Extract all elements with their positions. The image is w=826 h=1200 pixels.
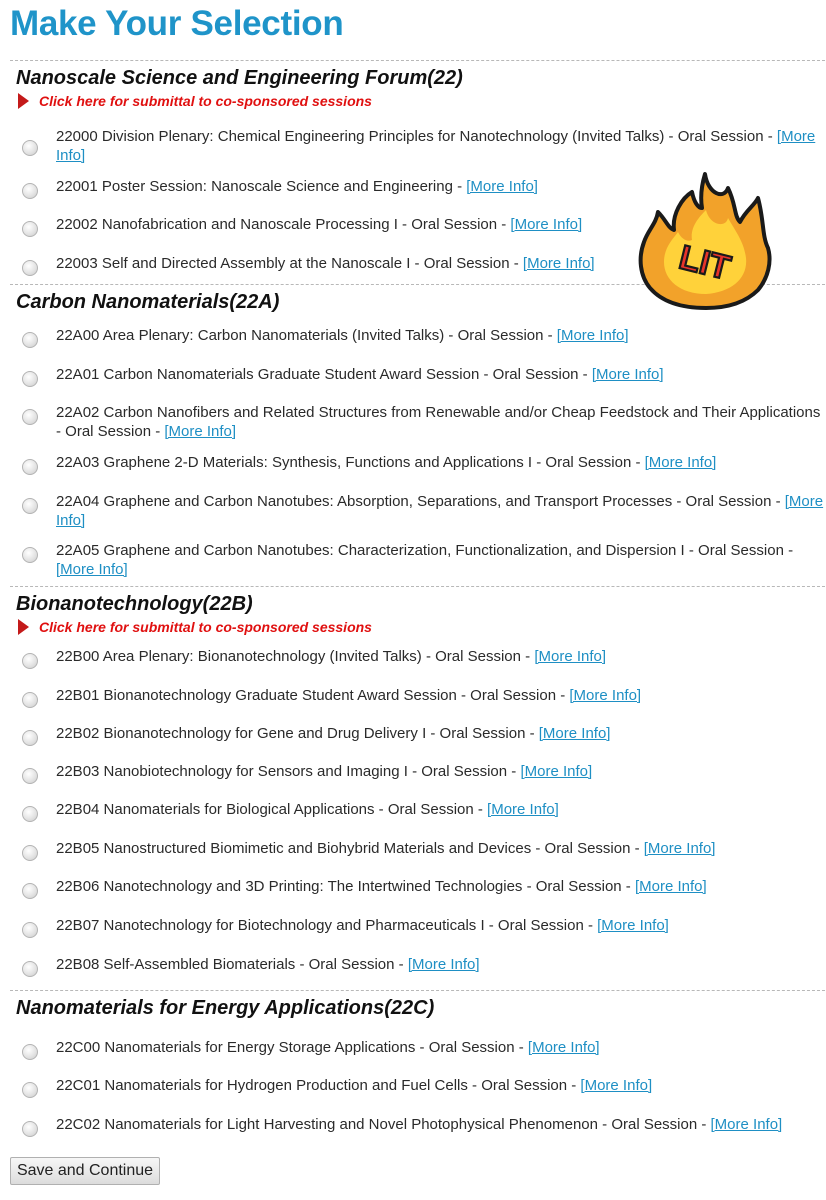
session-label: 22B02 Bionanotechnology for Gene and Drug Delivery I - Oral Session - [56,725,539,742]
more-info-link[interactable]: [More Info] [522,255,595,272]
more-info-link[interactable]: [More Info] [580,1077,653,1094]
option-list [10,1020,825,1160]
more-info-link[interactable]: [More Info] [710,1116,783,1133]
session-radio[interactable] [22,768,38,784]
session-label: 22C02 Nanomaterials for Light Harvesting and Novel Photophysical Phenomenon - Oral Session - [56,1116,711,1133]
cosponsor-link[interactable] [18,93,825,109]
session-radio[interactable] [22,845,38,861]
session-group-22b [10,586,825,975]
session-label: 22B00 Area Plenary: Bionanotechnology (Invited Talks) - Oral Session - [56,648,535,665]
session-group-22c [10,990,825,1160]
section-heading: Bionanotechnology(22B) [16,593,253,615]
more-info-link[interactable]: [More Info] [534,648,607,665]
session-label: 22B03 Nanobiotechnology for Sensors and Imaging I - Oral Session - [56,763,521,780]
session-radio[interactable] [22,653,38,669]
session-radio[interactable] [22,409,38,425]
session-label: 22A05 Graphene and Carbon Nanotubes: Characterization, Functionalization, and Dispersion I - Oral Session - [56,542,794,559]
more-info-link[interactable]: [More Info] [56,561,128,578]
section-heading: Nanoscale Science and Engineering Forum(22) [16,67,463,89]
session-label: 22A01 Carbon Nanomaterials Graduate Student Award Session - Oral Session - [56,366,592,383]
more-info-link[interactable]: [More Info] [466,178,538,195]
more-info-link[interactable]: [More Info] [520,763,593,780]
more-info-link[interactable]: [More Info] [56,128,816,164]
session-radio[interactable] [22,332,38,348]
more-info-link[interactable]: [More Info] [634,878,707,895]
more-info-link[interactable]: [More Info] [644,454,717,471]
session-group-22a [10,284,825,584]
session-radio[interactable] [22,730,38,746]
session-label: 22B01 Bionanotechnology Graduate Student Award Session - Oral Session - [56,687,570,704]
session-radio[interactable] [22,883,38,899]
session-label: 22B07 Nanotechnology for Biotechnology and Pharmaceuticals I - Oral Session - [56,917,598,934]
lit-fire-sticker [636,170,774,310]
session-radio[interactable] [22,260,38,276]
session-radio[interactable] [22,806,38,822]
more-info-link[interactable]: [More Info] [597,917,669,934]
session-label: 22B06 Nanotechnology and 3D Printing: The Intertwined Technologies - Oral Session - [56,878,635,895]
session-label: 22001 Poster Session: Nanoscale Science and Engineering - [56,178,467,195]
session-label: 22A03 Graphene 2-D Materials: Synthesis, Functions and Applications I - Oral Session - [56,454,645,471]
session-label: 22003 Self and Directed Assembly at the Nanoscale I - Oral Session - [56,255,523,272]
session-radio[interactable] [22,183,38,199]
option-list [10,635,825,975]
session-radio[interactable] [22,140,38,156]
more-info-link[interactable]: [More Info] [591,366,664,383]
session-label: 22B05 Nanostructured Biomimetic and Biohybrid Materials and Devices - Oral Session - [56,840,644,857]
session-radio[interactable] [22,459,38,475]
arrow-right-icon [18,619,29,635]
more-info-link[interactable]: [More Info] [510,216,583,233]
arrow-right-icon [18,93,29,109]
more-info-link[interactable]: [More Info] [407,956,480,973]
session-radio[interactable] [22,1044,38,1060]
save-and-continue-button[interactable]: Save and Continue [10,1157,160,1185]
sticker-text: LIT [675,238,735,288]
session-radio[interactable] [22,221,38,237]
section-heading: Carbon Nanomaterials(22A) [16,291,280,313]
more-info-link[interactable]: [More Info] [643,840,716,857]
session-label: 22A02 Carbon Nanofibers and Related Structures from Renewable and/or Cheap Feedstock and Their Applications - Oral Session - [56,404,821,440]
session-radio[interactable] [22,1121,38,1137]
session-radio[interactable] [22,922,38,938]
session-radio[interactable] [22,961,38,977]
session-label: 22C00 Nanomaterials for Energy Storage Applications - Oral Session - [56,1039,528,1056]
session-radio[interactable] [22,692,38,708]
cosponsor-label: Click here for submittal to co-sponsored sessions [39,93,372,109]
more-info-link[interactable]: [More Info] [538,725,611,742]
more-info-link[interactable]: [More Info] [527,1039,600,1056]
session-label: 22000 Division Plenary: Chemical Engineering Principles for Nanotechnology (Invited Talks) - Oral Session - [56,128,777,145]
more-info-link[interactable]: [More Info] [487,801,559,818]
session-label: 22A00 Area Plenary: Carbon Nanomaterials (Invited Talks) - Oral Session - [56,327,557,344]
more-info-link[interactable]: [More Info] [569,687,642,704]
cosponsor-link[interactable] [18,619,825,635]
session-radio[interactable] [22,498,38,514]
session-radio[interactable] [22,371,38,387]
session-label: 22B08 Self-Assembled Biomaterials - Oral Session - [56,956,408,973]
page-title: Make Your Selection [10,4,344,43]
section-heading: Nanomaterials for Energy Applications(22C) [16,997,435,1019]
session-label: 22B04 Nanomaterials for Biological Applications - Oral Session - [56,801,488,818]
option-list [10,314,825,584]
session-label: 22002 Nanofabrication and Nanoscale Processing I - Oral Session - [56,216,511,233]
session-label: 22A04 Graphene and Carbon Nanotubes: Absorption, Separations, and Transport Processes - Oral Session - [56,493,785,510]
more-info-link[interactable]: [More Info] [56,493,824,529]
session-label: 22C01 Nanomaterials for Hydrogen Production and Fuel Cells - Oral Session - [56,1077,581,1094]
more-info-link[interactable]: [More Info] [556,327,629,344]
session-radio[interactable] [22,547,38,563]
session-radio[interactable] [22,1082,38,1098]
cosponsor-label: Click here for submittal to co-sponsored sessions [39,619,372,635]
more-info-link[interactable]: [More Info] [164,423,237,440]
